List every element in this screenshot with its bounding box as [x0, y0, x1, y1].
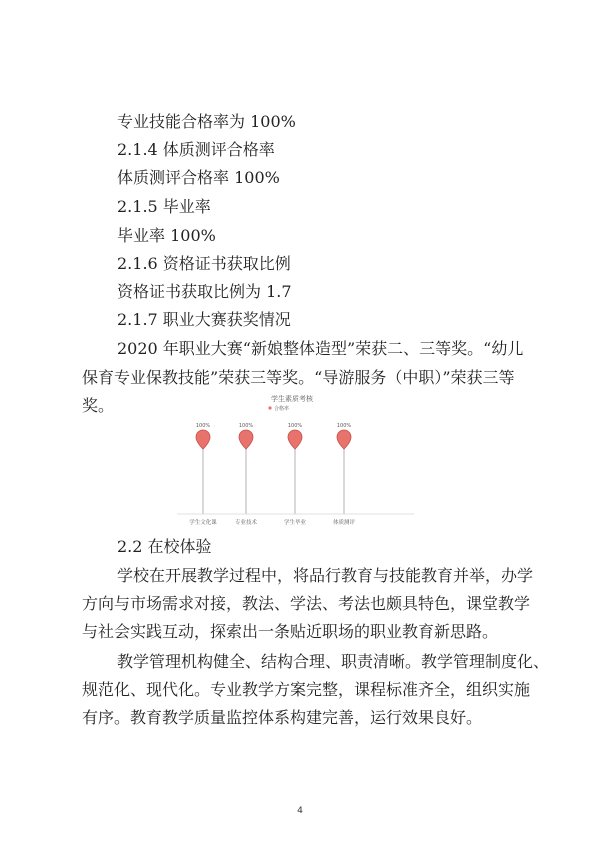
paragraph-line: 教学管理机构健全、结构合理、职责清晰。教学管理制度化、: [117, 652, 550, 671]
data-label: 100%: [195, 423, 211, 429]
text-line: 资格证书获取比例为 1.7: [117, 282, 292, 301]
legend-marker: [268, 406, 271, 409]
paragraph-line: 有序。教育教学质量监控体系构建完善，运行效果良好。: [82, 708, 483, 727]
x-tick-label: 体质测评: [332, 520, 356, 526]
subsection-heading: 2.1.6 资格证书获取比例: [117, 254, 291, 273]
subsection-heading: 2.1.5 毕业率: [117, 197, 211, 216]
paragraph-line: 规范化、现代化。专业教学方案完整，课程标准齐全，组织实施: [82, 680, 531, 699]
subsection-heading: 2.1.7 职业大赛获奖情况: [117, 310, 291, 329]
x-tick-label: 专业技术: [234, 520, 258, 526]
paragraph-line: 学校在开展教学过程中，将品行教育与技能教育并举，办学: [117, 566, 534, 585]
subsection-heading: 2.1.4 体质测评合格率: [117, 140, 275, 159]
paragraph-line: 2020 年职业大赛“新娘整体造型”荣获二、三等奖。“幼儿: [117, 339, 524, 358]
text-line: 体质测评合格率 100%: [117, 168, 280, 187]
data-point-marker: [288, 430, 302, 449]
page-number: 4: [297, 806, 303, 816]
paragraph-line: 保育专业保教技能”荣获三等奖。“导游服务（中职）”荣获三等: [82, 368, 515, 387]
paragraph-line: 奖。: [82, 396, 115, 415]
data-point-marker: [196, 430, 210, 449]
quality-chart: [172, 392, 416, 532]
data-point-marker: [239, 430, 253, 449]
text-line: 专业技能合格率为 100%: [117, 112, 296, 131]
paragraph-line: 方向与市场需求对接，教法、学法、考法也颇具特色，课堂教学: [82, 594, 531, 613]
chart-title: 学生素质考核: [271, 395, 313, 403]
data-point-marker: [337, 430, 351, 449]
data-label: 100%: [336, 423, 352, 429]
text-line: 毕业率 100%: [117, 226, 216, 245]
legend-label: 合格率: [274, 406, 290, 412]
x-tick-label: 学生毕业: [283, 520, 307, 526]
paragraph-line: 与社会实践互动，探索出一条贴近职场的职业教育新思路。: [82, 622, 499, 641]
data-label: 100%: [238, 423, 254, 429]
section-heading: 2.2 在校体验: [117, 537, 212, 556]
data-label: 100%: [287, 423, 303, 429]
x-tick-label: 学生文化课: [189, 520, 217, 526]
